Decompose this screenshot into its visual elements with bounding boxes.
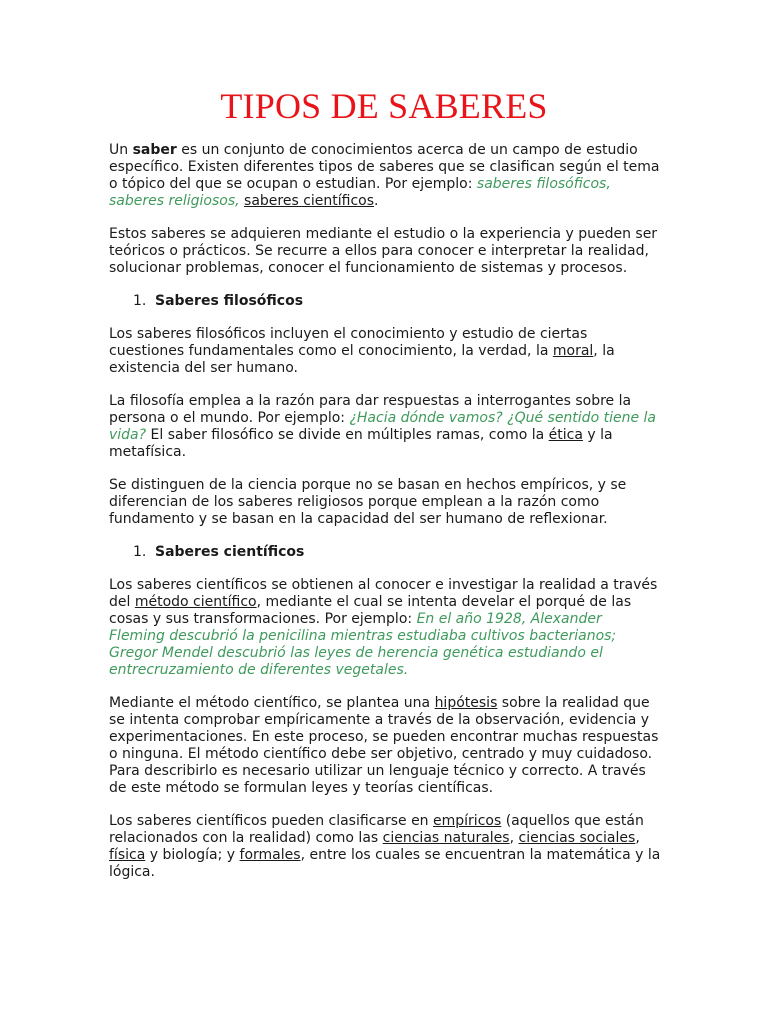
example-text: saberes filosóficos, saberes religiosos, bbox=[109, 176, 611, 209]
text: Mediante el método científico, se plantea una bbox=[109, 695, 435, 711]
text: y la metafísica. bbox=[109, 427, 613, 460]
list-number: 1. bbox=[133, 544, 147, 560]
link-saberes-cientificos[interactable]: saberes científicos bbox=[244, 193, 375, 209]
text: , entre los cuales se encuentran la matemática y la lógica. bbox=[109, 847, 661, 880]
text: , bbox=[509, 830, 519, 846]
heading-text: Saberes científicos bbox=[155, 544, 305, 560]
example-text: ¿Hacia dónde vamos? ¿Qué sentido tiene la vida? bbox=[109, 410, 656, 443]
paragraph-filosoficos-1 bbox=[109, 326, 661, 377]
text: El saber filosófico se divide en múltiples ramas, como la bbox=[146, 427, 549, 443]
page-title: TIPOS DE SABERES bbox=[220, 86, 548, 126]
link-empiricos[interactable]: empíricos bbox=[433, 813, 502, 829]
link-ciencias-sociales[interactable]: ciencias sociales bbox=[518, 830, 636, 846]
text: Los saberes filosóficos incluyen el conocimiento y estudio de ciertas cuestiones fundamentales como el conocimiento, la verdad, la bbox=[109, 326, 588, 359]
link-fisica[interactable]: física bbox=[109, 847, 146, 863]
example-text: En el año 1928, Alexander Fleming descubrió la penicilina mientras estudiaba cultivos bacterianos; Gregor Mendel descubrió las leyes de herencia genética estudiando el entrecruzamiento de diferentes vegetales. bbox=[109, 611, 617, 678]
link-hipotesis[interactable]: hipótesis bbox=[434, 695, 498, 711]
link-ciencias-naturales[interactable]: ciencias naturales bbox=[382, 830, 510, 846]
link-etica[interactable]: ética bbox=[548, 427, 583, 443]
text: y biología; y bbox=[145, 847, 240, 863]
intro-paragraph bbox=[109, 142, 661, 210]
paragraph-filosoficos-2 bbox=[109, 393, 661, 461]
paragraph-cientificos-2 bbox=[109, 695, 661, 797]
text: La filosofía emplea a la razón para dar respuestas a interrogantes sobre la persona o el mundo. Por ejemplo: bbox=[109, 393, 632, 426]
text: , la existencia del ser humano. bbox=[109, 343, 615, 376]
text: . bbox=[374, 193, 379, 209]
paragraph-filosoficos-3: Se distinguen de la ciencia porque no se basan en hechos empíricos, y se diferencian de los saberes religiosos porque emplean a la razón como fundamento y se basan en la capacidad del ser humano de reflexionar. bbox=[109, 477, 627, 527]
text: (aquellos que están relacionados con la realidad) como las bbox=[109, 813, 644, 846]
text: sobre la realidad que se intenta comprobar empíricamente a través de la observación, evidencia y experimentaciones. En este proceso, se pueden encontrar muchas respuestas o ninguna. El método científico debe ser objetivo, centrado y muy cuidadoso. Para describirlo es necesario utilizar un lenguaje técnico y correcto. A través de este método se formulan leyes y teorías científicas. bbox=[109, 695, 659, 796]
document-body bbox=[109, 142, 661, 897]
text: es un conjunto de conocimientos acerca de un campo de estudio específico. Existen diferentes tipos de saberes que se clasifican según el tema o tópico del que se ocupan o estudian. Por ejemplo: bbox=[109, 142, 660, 192]
text: , bbox=[635, 830, 640, 846]
bold-term: saber bbox=[132, 142, 177, 158]
paragraph-cientificos-3 bbox=[109, 813, 661, 881]
text: , mediante el cual se intenta develar el porqué de las cosas y sus transformaciones. Por ejemplo: bbox=[109, 594, 632, 627]
section-heading-filosoficos bbox=[109, 293, 661, 310]
heading-text: Saberes filosóficos bbox=[155, 293, 304, 309]
link-moral[interactable]: moral bbox=[552, 343, 594, 359]
link-formales[interactable]: formales bbox=[239, 847, 301, 863]
paragraph-adquisicion: Estos saberes se adquieren mediante el estudio o la experiencia y pueden ser teóricos o prácticos. Se recurre a ellos para conocer e interpretar la realidad, solucionar problemas, conocer el funcionamiento de sistemas y procesos. bbox=[109, 226, 658, 276]
section-heading-cientificos bbox=[109, 544, 661, 561]
paragraph-cientificos-1 bbox=[109, 577, 661, 679]
list-number: 1. bbox=[133, 293, 147, 309]
text: Los saberes científicos se obtienen al conocer e investigar la realidad a través del bbox=[109, 577, 658, 610]
text: Un bbox=[109, 142, 133, 158]
link-metodo-cientifico[interactable]: método científico bbox=[134, 594, 257, 610]
text: Los saberes científicos pueden clasificarse en bbox=[109, 813, 434, 829]
